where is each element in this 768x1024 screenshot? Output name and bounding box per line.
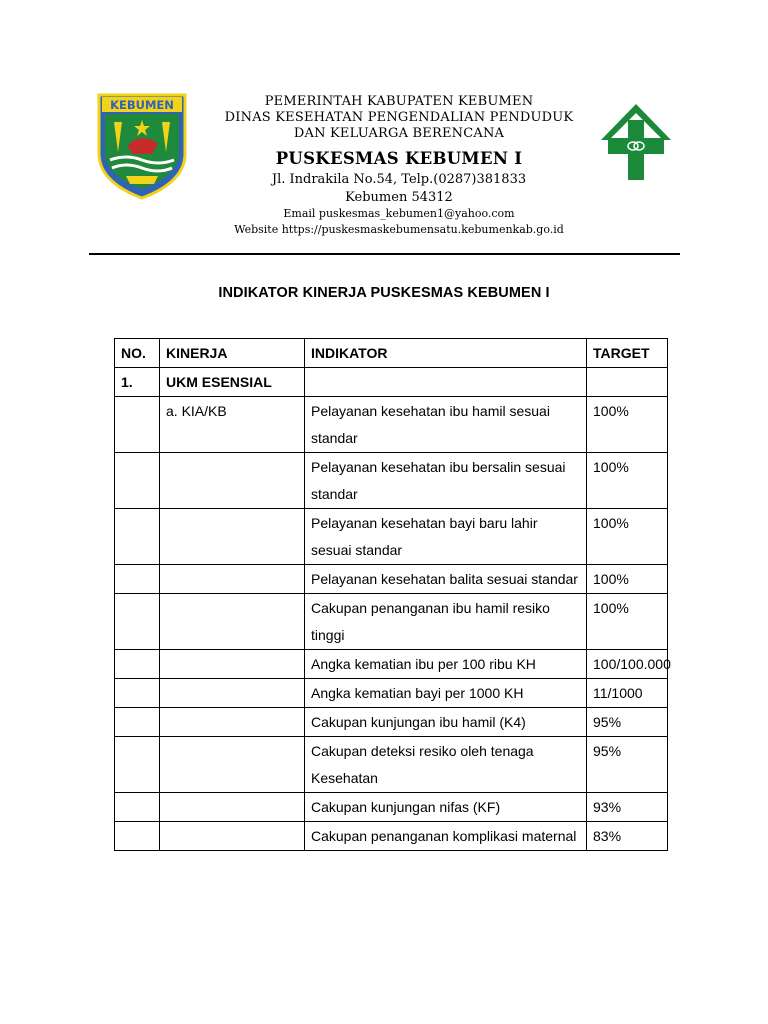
cell-no [115, 594, 160, 650]
table-row [115, 509, 668, 565]
table-row [115, 650, 668, 679]
cell-kinerja [160, 594, 305, 650]
cell-no [115, 822, 160, 851]
table-header-row [115, 339, 668, 368]
cell-indikator: Pelayanan kesehatan ibu hamil sesuai standar [305, 397, 587, 453]
header-indikator: INDIKATOR [305, 339, 587, 368]
cell-target: 100% [587, 565, 668, 594]
cell-target: 83% [587, 822, 668, 851]
cell-indikator: Cakupan kunjungan ibu hamil (K4) [305, 708, 587, 737]
cell-kinerja [160, 650, 305, 679]
svg-text:KEBUMEN: KEBUMEN [110, 98, 174, 112]
cell-target: 95% [587, 708, 668, 737]
table-row [115, 793, 668, 822]
table-row [115, 594, 668, 650]
cell-indikator: Angka kematian ibu per 100 ribu KH [305, 650, 587, 679]
cell-no [115, 650, 160, 679]
cell-indikator: Cakupan kunjungan nifas (KF) [305, 793, 587, 822]
indicator-table [114, 338, 671, 851]
section-indikator [305, 368, 587, 397]
puskesmas-name: PUSKESMAS KEBUMEN I [275, 149, 523, 168]
cell-kinerja [160, 679, 305, 708]
cell-indikator: Pelayanan kesehatan bayi baru lahir sesuai standar [305, 509, 587, 565]
table-row [115, 679, 668, 708]
agency-name-line1: DINAS KESEHATAN PENGENDALIAN PENDUDUK [224, 110, 574, 125]
cell-no [115, 708, 160, 737]
table-row [115, 565, 668, 594]
document-title: INDIKATOR KINERJA PUSKESMAS KEBUMEN I [218, 285, 550, 301]
cell-kinerja [160, 565, 305, 594]
letterhead [0, 0, 768, 260]
address-line: Jl. Indrakila No.54, Telp.(0287)381833 [271, 172, 527, 187]
cell-kinerja [160, 453, 305, 509]
cell-indikator: Angka kematian bayi per 1000 KH [305, 679, 587, 708]
table-row [115, 737, 668, 793]
cell-kinerja [160, 793, 305, 822]
cell-kinerja: a. KIA/KB [160, 397, 305, 453]
cell-kinerja [160, 708, 305, 737]
city-postcode: Kebumen 54312 [345, 190, 453, 205]
cell-no [115, 453, 160, 509]
agency-name-line2: DAN KELUARGA BERENCANA [293, 126, 505, 141]
section-target [587, 368, 668, 397]
cell-target: 100% [587, 397, 668, 453]
cell-kinerja [160, 737, 305, 793]
table-row [115, 708, 668, 737]
header-target: TARGET [587, 339, 668, 368]
cell-target: 95% [587, 737, 668, 793]
puskesmas-logo [597, 96, 675, 192]
cell-no [115, 397, 160, 453]
table-row [115, 822, 668, 851]
cell-indikator: Cakupan penanganan komplikasi maternal [305, 822, 587, 851]
government-name: PEMERINTAH KABUPATEN KEBUMEN [264, 94, 534, 109]
cell-indikator: Cakupan penanganan ibu hamil resiko tinggi [305, 594, 587, 650]
email-line: Email puskesmas_kebumen1@yahoo.com [283, 207, 515, 220]
section-no: 1. [115, 368, 160, 397]
letterhead-text [200, 94, 598, 238]
cell-target: 93% [587, 793, 668, 822]
table-row [115, 453, 668, 509]
kebumen-regency-emblem [96, 92, 188, 200]
cell-no [115, 737, 160, 793]
section-kinerja: UKM ESENSIAL [160, 368, 305, 397]
cell-indikator: Cakupan deteksi resiko oleh tenaga Kesehatan [305, 737, 587, 793]
header-no: NO. [115, 339, 160, 368]
cell-no [115, 679, 160, 708]
cell-kinerja [160, 509, 305, 565]
cell-indikator: Pelayanan kesehatan balita sesuai standar [305, 565, 587, 594]
cell-target: 100% [587, 509, 668, 565]
cell-no [115, 565, 160, 594]
section-row [115, 368, 668, 397]
website-line: Website https://puskesmaskebumensatu.kebumenkab.go.id [234, 223, 564, 236]
cell-target: 100/100.000 [587, 650, 668, 679]
letterhead-divider [89, 253, 680, 255]
cell-no [115, 793, 160, 822]
table-row [115, 397, 668, 453]
cell-no [115, 509, 160, 565]
cell-indikator: Pelayanan kesehatan ibu bersalin sesuai standar [305, 453, 587, 509]
cell-target: 100% [587, 594, 668, 650]
cell-kinerja [160, 822, 305, 851]
cell-target: 11/1000 [587, 679, 668, 708]
cell-target: 100% [587, 453, 668, 509]
header-kinerja: KINERJA [160, 339, 305, 368]
